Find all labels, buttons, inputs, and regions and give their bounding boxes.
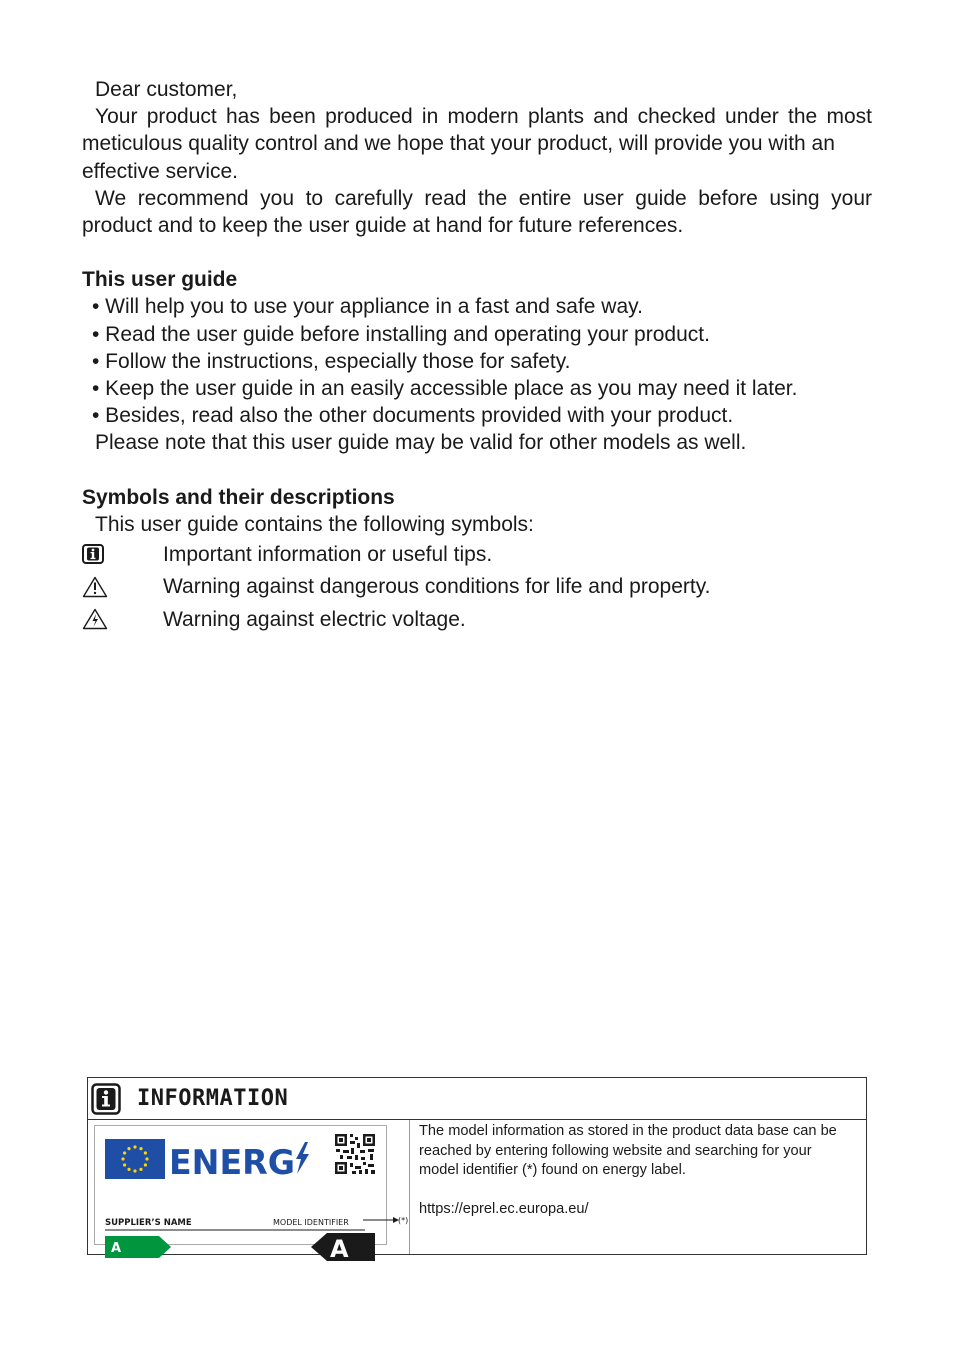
symbol-row-electric bbox=[82, 603, 872, 636]
symbols-intro: This user guide contains the following symbols: bbox=[95, 512, 534, 536]
intro-paragraph-1-rest: meticulous quality control and we hope that your product, will provide you with an effective service. bbox=[82, 132, 835, 183]
greeting: Dear customer, bbox=[95, 78, 238, 101]
intro-paragraph-2-line-1: We recommend you to carefully read the entire user guide before using your bbox=[95, 186, 872, 210]
document-body bbox=[82, 76, 872, 636]
supplier-name-label: SUPPLIER’S NAME bbox=[105, 1218, 192, 1228]
user-guide-heading: This user guide bbox=[82, 268, 238, 292]
lightning-icon bbox=[296, 1142, 309, 1174]
information-box bbox=[87, 1077, 867, 1263]
symbol-text-electric: Warning against electric voltage. bbox=[163, 607, 466, 631]
energy-wordmark: ENERG bbox=[169, 1143, 295, 1183]
energy-label-panel bbox=[88, 1120, 410, 1263]
user-guide-bullet: • Keep the user guide in an easily accessible place as you may need it later. bbox=[92, 377, 798, 401]
model-identifier-asterisk: (*) bbox=[398, 1216, 409, 1225]
energy-label bbox=[94, 1125, 409, 1263]
model-identifier-label: MODEL IDENTIFIER bbox=[273, 1218, 349, 1227]
symbols-heading: Symbols and their descriptions bbox=[82, 485, 395, 509]
energy-rating-class: A bbox=[330, 1235, 349, 1263]
electric-warning-icon bbox=[82, 608, 163, 630]
information-header bbox=[88, 1078, 866, 1120]
intro-paragraph-2-rest: product and to keep the user guide at hand for future references. bbox=[82, 214, 684, 238]
warning-triangle-icon bbox=[82, 576, 163, 598]
symbol-text-info: Important information or useful tips. bbox=[163, 542, 493, 566]
symbol-row-warning bbox=[82, 571, 872, 604]
intro-paragraph-1-line-1: Your product has been produced in modern plants and checked under the most bbox=[95, 105, 872, 129]
user-guide-bullet: • Besides, read also the other documents provided with your product. bbox=[92, 404, 734, 428]
energy-scale-class: A bbox=[111, 1241, 122, 1256]
eprel-link[interactable]: https://eprel.ec.europa.eu/ bbox=[419, 1201, 589, 1218]
info-icon bbox=[82, 544, 163, 564]
user-guide-bullet: • Follow the instructions, especially those for safety. bbox=[92, 349, 571, 373]
user-guide-bullet: • Will help you to use your appliance in a fast and safe way. bbox=[92, 295, 643, 319]
information-title: INFORMATION bbox=[137, 1086, 289, 1111]
eu-flag-icon bbox=[105, 1139, 165, 1179]
symbol-text-warning: Warning against dangerous conditions for life and property. bbox=[163, 575, 711, 599]
information-text bbox=[419, 1122, 849, 1220]
user-guide-note: Please note that this user guide may be valid for other models as well. bbox=[95, 431, 747, 455]
information-description: The model information as stored in the product data base can be reached by entering following website and searching for your model identifier (*) found on energy label. bbox=[419, 1123, 837, 1179]
symbol-row-info bbox=[82, 538, 872, 571]
info-icon bbox=[91, 1083, 121, 1115]
qr-code-icon bbox=[335, 1134, 375, 1174]
user-guide-bullet: • Read the user guide before installing and operating your product. bbox=[92, 322, 710, 346]
